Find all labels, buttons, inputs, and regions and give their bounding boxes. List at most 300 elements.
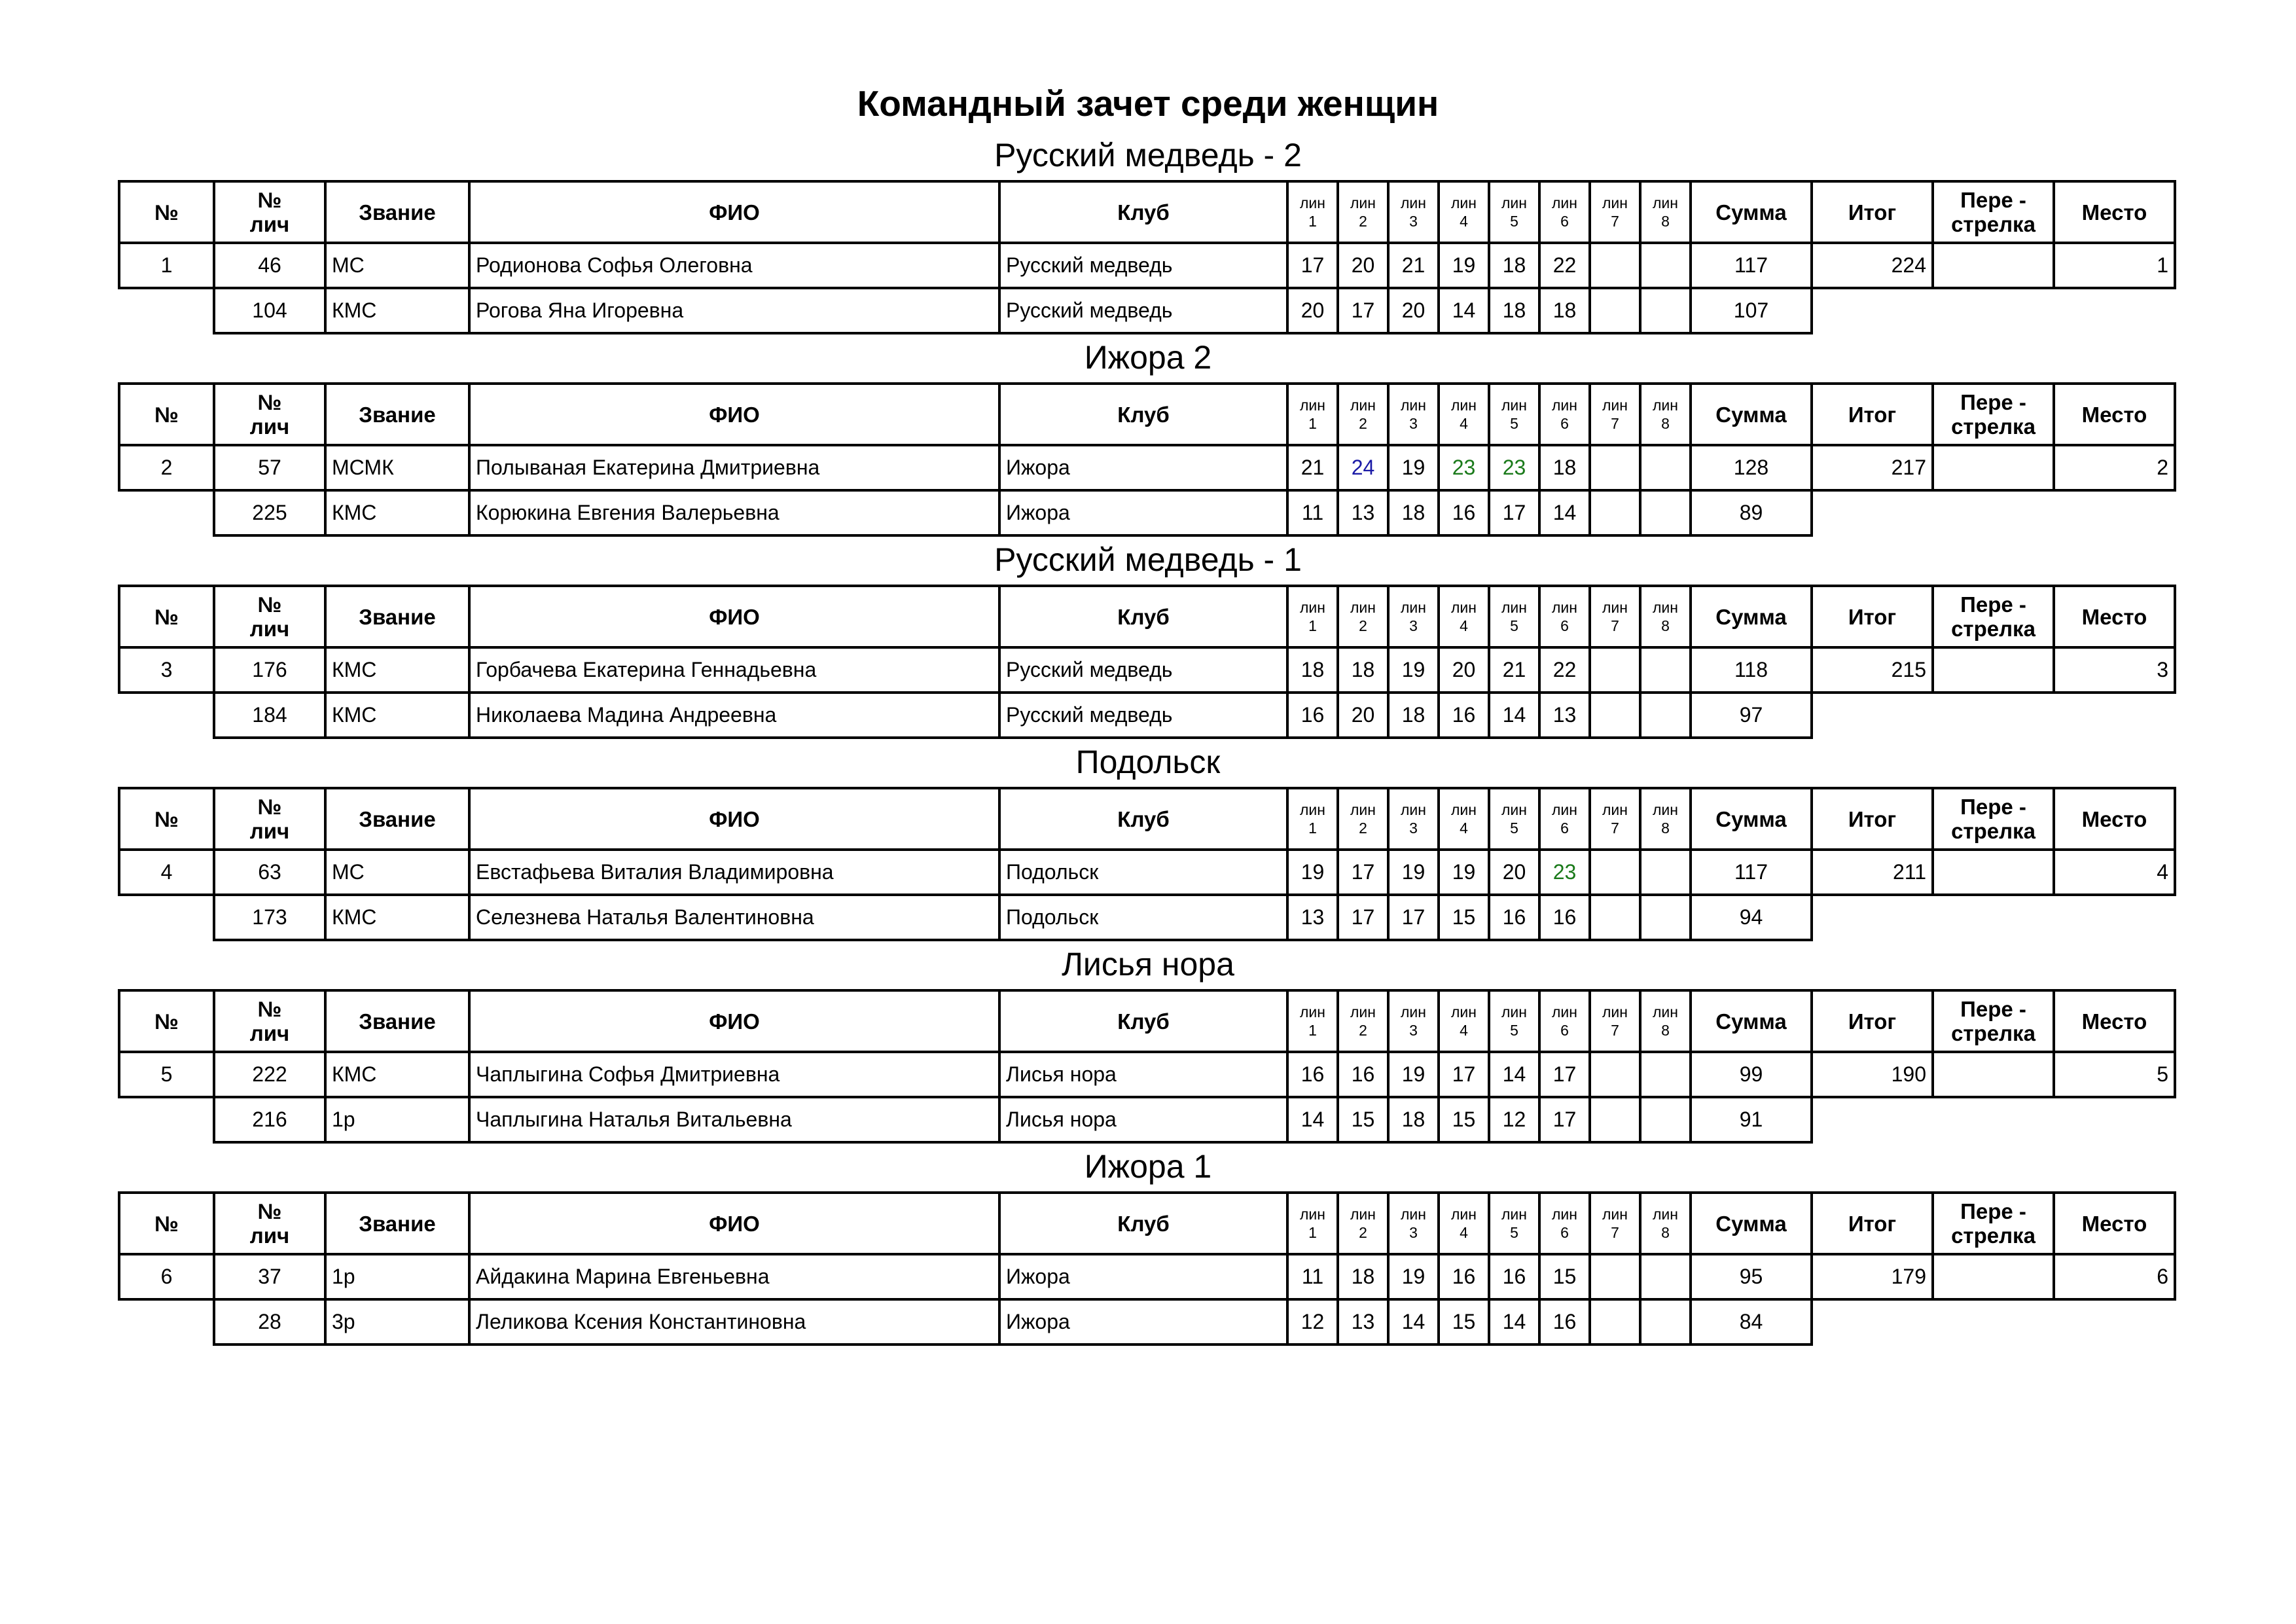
team-place: 6 — [2054, 1254, 2175, 1299]
header-rank: Звание — [325, 181, 469, 243]
header-line-8: лин 8 — [1640, 788, 1691, 850]
line-score-7 — [1590, 1254, 1640, 1299]
line-score-8 — [1640, 895, 1691, 940]
line-score-2: 16 — [1338, 1052, 1388, 1097]
line-score-8 — [1640, 1254, 1691, 1299]
team-number: 2 — [119, 445, 214, 490]
line-score-4: 15 — [1439, 895, 1489, 940]
header-line-6: лин 6 — [1539, 181, 1590, 243]
header-name: ФИО — [469, 990, 999, 1052]
line-score-1: 12 — [1287, 1299, 1338, 1344]
header-line-3: лин 3 — [1388, 788, 1439, 850]
header-num: № — [119, 1193, 214, 1254]
team-table — [118, 180, 2176, 334]
line-score-2: 13 — [1338, 490, 1388, 535]
line-score-4: 19 — [1439, 243, 1489, 288]
line-score-5: 20 — [1489, 850, 1539, 895]
team-title: Ижора 1 — [1084, 1148, 1212, 1185]
line-score-8 — [1640, 445, 1691, 490]
header-rank: Звание — [325, 384, 469, 445]
header-num-personal: № лич — [214, 384, 325, 445]
header-line-5: лин 5 — [1489, 990, 1539, 1052]
header-row — [119, 181, 2175, 243]
header-line-7: лин 7 — [1590, 586, 1640, 647]
team-shootoff — [1933, 647, 2054, 693]
athlete-sum: 118 — [1691, 647, 1812, 693]
team-place: 5 — [2054, 1052, 2175, 1097]
header-shootoff: Пере - стрелка — [1933, 788, 2054, 850]
athlete-sum: 128 — [1691, 445, 1812, 490]
header-line-1: лин 1 — [1287, 788, 1338, 850]
athlete-row — [119, 647, 2175, 693]
line-score-2: 24 — [1338, 445, 1388, 490]
header-line-4: лин 4 — [1439, 181, 1489, 243]
empty-cell — [2054, 895, 2175, 940]
line-score-7 — [1590, 850, 1640, 895]
line-score-1: 20 — [1287, 288, 1338, 333]
team-shootoff — [1933, 1254, 2054, 1299]
header-name: ФИО — [469, 181, 999, 243]
header-line-2: лин 2 — [1338, 384, 1388, 445]
team-total: 190 — [1812, 1052, 1933, 1097]
empty-cell — [1933, 693, 2054, 738]
header-num-personal: № лич — [214, 1193, 325, 1254]
header-line-7: лин 7 — [1590, 788, 1640, 850]
athlete-club: Ижора — [999, 1299, 1287, 1344]
athlete-row — [119, 850, 2175, 895]
header-name: ФИО — [469, 788, 999, 850]
line-score-6: 13 — [1539, 693, 1590, 738]
header-sum: Сумма — [1691, 990, 1812, 1052]
header-club: Клуб — [999, 181, 1287, 243]
header-num: № — [119, 586, 214, 647]
athlete-name: Корюкина Евгения Валерьевна — [469, 490, 999, 535]
header-line-4: лин 4 — [1439, 990, 1489, 1052]
athlete-bib: 46 — [214, 243, 325, 288]
line-score-1: 18 — [1287, 647, 1338, 693]
athlete-bib: 63 — [214, 850, 325, 895]
line-score-3: 21 — [1388, 243, 1439, 288]
header-club: Клуб — [999, 1193, 1287, 1254]
athlete-sum: 94 — [1691, 895, 1812, 940]
team-number: 5 — [119, 1052, 214, 1097]
header-row — [119, 586, 2175, 647]
header-num-personal: № лич — [214, 788, 325, 850]
line-score-1: 11 — [1287, 1254, 1338, 1299]
team-title: Русский медведь - 2 — [994, 137, 1302, 173]
header-line-5: лин 5 — [1489, 384, 1539, 445]
header-total: Итог — [1812, 1193, 1933, 1254]
line-score-5: 23 — [1489, 445, 1539, 490]
header-sum: Сумма — [1691, 1193, 1812, 1254]
team-shootoff — [1933, 445, 2054, 490]
line-score-6: 16 — [1539, 1299, 1590, 1344]
header-total: Итог — [1812, 586, 1933, 647]
team-number: 1 — [119, 243, 214, 288]
athlete-name: Чаплыгина Наталья Витальевна — [469, 1097, 999, 1142]
header-name: ФИО — [469, 1193, 999, 1254]
line-score-5: 14 — [1489, 693, 1539, 738]
line-score-6: 15 — [1539, 1254, 1590, 1299]
line-score-2: 20 — [1338, 693, 1388, 738]
empty-cell — [1933, 895, 2054, 940]
header-rank: Звание — [325, 1193, 469, 1254]
athlete-name: Евстафьева Виталия Владимировна — [469, 850, 999, 895]
line-score-8 — [1640, 1299, 1691, 1344]
team-place: 3 — [2054, 647, 2175, 693]
athlete-name: Селезнева Наталья Валентиновна — [469, 895, 999, 940]
athlete-name: Чаплыгина Софья Дмитриевна — [469, 1052, 999, 1097]
header-line-6: лин 6 — [1539, 990, 1590, 1052]
header-line-2: лин 2 — [1338, 586, 1388, 647]
line-score-7 — [1590, 1299, 1640, 1344]
line-score-1: 11 — [1287, 490, 1338, 535]
athlete-rank: МСМК — [325, 445, 469, 490]
empty-cell — [1933, 490, 2054, 535]
athlete-rank: 1р — [325, 1097, 469, 1142]
line-score-1: 21 — [1287, 445, 1338, 490]
line-score-3: 18 — [1388, 490, 1439, 535]
header-rank: Звание — [325, 990, 469, 1052]
line-score-5: 12 — [1489, 1097, 1539, 1142]
line-score-8 — [1640, 243, 1691, 288]
athlete-row — [119, 445, 2175, 490]
athlete-rank: КМС — [325, 693, 469, 738]
team-place: 1 — [2054, 243, 2175, 288]
header-place: Место — [2054, 384, 2175, 445]
header-club: Клуб — [999, 586, 1287, 647]
empty-cell — [1812, 288, 1933, 333]
header-name: ФИО — [469, 384, 999, 445]
empty-cell — [1933, 1097, 2054, 1142]
header-row — [119, 1193, 2175, 1254]
header-sum: Сумма — [1691, 181, 1812, 243]
header-num: № — [119, 788, 214, 850]
athlete-bib: 216 — [214, 1097, 325, 1142]
header-line-2: лин 2 — [1338, 1193, 1388, 1254]
team-place: 2 — [2054, 445, 2175, 490]
header-place: Место — [2054, 181, 2175, 243]
athlete-club: Ижора — [999, 1254, 1287, 1299]
header-line-2: лин 2 — [1338, 990, 1388, 1052]
team-total: 215 — [1812, 647, 1933, 693]
line-score-8 — [1640, 490, 1691, 535]
header-total: Итог — [1812, 384, 1933, 445]
empty-cell — [1812, 1299, 1933, 1344]
athlete-name: Полываная Екатерина Дмитриевна — [469, 445, 999, 490]
athlete-club: Лисья нора — [999, 1097, 1287, 1142]
header-shootoff: Пере - стрелка — [1933, 990, 2054, 1052]
line-score-3: 19 — [1388, 1254, 1439, 1299]
header-line-7: лин 7 — [1590, 990, 1640, 1052]
header-row — [119, 990, 2175, 1052]
line-score-8 — [1640, 1097, 1691, 1142]
header-sum: Сумма — [1691, 788, 1812, 850]
team-shootoff — [1933, 850, 2054, 895]
empty-cell — [1933, 288, 2054, 333]
line-score-5: 21 — [1489, 647, 1539, 693]
header-sum: Сумма — [1691, 586, 1812, 647]
header-place: Место — [2054, 788, 2175, 850]
team-total: 179 — [1812, 1254, 1933, 1299]
header-line-7: лин 7 — [1590, 384, 1640, 445]
team-shootoff — [1933, 243, 2054, 288]
header-line-5: лин 5 — [1489, 788, 1539, 850]
line-score-1: 13 — [1287, 895, 1338, 940]
line-score-8 — [1640, 850, 1691, 895]
header-num-personal: № лич — [214, 990, 325, 1052]
line-score-2: 17 — [1338, 850, 1388, 895]
header-line-2: лин 2 — [1338, 788, 1388, 850]
header-line-2: лин 2 — [1338, 181, 1388, 243]
header-line-3: лин 3 — [1388, 181, 1439, 243]
header-line-8: лин 8 — [1640, 990, 1691, 1052]
header-club: Клуб — [999, 788, 1287, 850]
line-score-2: 20 — [1338, 243, 1388, 288]
athlete-sum: 89 — [1691, 490, 1812, 535]
athlete-name: Николаева Мадина Андреевна — [469, 693, 999, 738]
header-line-3: лин 3 — [1388, 1193, 1439, 1254]
line-score-4: 14 — [1439, 288, 1489, 333]
athlete-club: Ижора — [999, 445, 1287, 490]
team-number: 4 — [119, 850, 214, 895]
line-score-4: 15 — [1439, 1299, 1489, 1344]
header-place: Место — [2054, 586, 2175, 647]
team-place: 4 — [2054, 850, 2175, 895]
line-score-4: 23 — [1439, 445, 1489, 490]
team-number: 6 — [119, 1254, 214, 1299]
empty-cell — [1812, 693, 1933, 738]
line-score-3: 18 — [1388, 1097, 1439, 1142]
line-score-1: 14 — [1287, 1097, 1338, 1142]
header-row — [119, 788, 2175, 850]
line-score-4: 16 — [1439, 693, 1489, 738]
empty-cell — [1812, 490, 1933, 535]
header-line-4: лин 4 — [1439, 384, 1489, 445]
line-score-1: 16 — [1287, 693, 1338, 738]
line-score-7 — [1590, 490, 1640, 535]
header-shootoff: Пере - стрелка — [1933, 181, 2054, 243]
line-score-8 — [1640, 288, 1691, 333]
header-line-8: лин 8 — [1640, 181, 1691, 243]
header-shootoff: Пере - стрелка — [1933, 1193, 2054, 1254]
athlete-rank: КМС — [325, 490, 469, 535]
athlete-row — [119, 243, 2175, 288]
header-line-4: лин 4 — [1439, 788, 1489, 850]
team-table — [118, 382, 2176, 537]
line-score-6: 22 — [1539, 647, 1590, 693]
line-score-7 — [1590, 288, 1640, 333]
empty-cell — [119, 895, 214, 940]
team-total: 217 — [1812, 445, 1933, 490]
line-score-2: 18 — [1338, 1254, 1388, 1299]
line-score-7 — [1590, 243, 1640, 288]
line-score-4: 15 — [1439, 1097, 1489, 1142]
athlete-bib: 104 — [214, 288, 325, 333]
header-shootoff: Пере - стрелка — [1933, 586, 2054, 647]
empty-cell — [1933, 1299, 2054, 1344]
team-title: Ижора 2 — [1084, 339, 1212, 376]
athlete-bib: 28 — [214, 1299, 325, 1344]
athlete-sum: 84 — [1691, 1299, 1812, 1344]
empty-cell — [2054, 1097, 2175, 1142]
athlete-row — [119, 1097, 2175, 1142]
header-line-6: лин 6 — [1539, 1193, 1590, 1254]
athlete-name: Айдакина Марина Евгеньевна — [469, 1254, 999, 1299]
athlete-club: Подольск — [999, 895, 1287, 940]
team-number: 3 — [119, 647, 214, 693]
header-rank: Звание — [325, 788, 469, 850]
empty-cell — [119, 1097, 214, 1142]
athlete-sum: 107 — [1691, 288, 1812, 333]
athlete-row — [119, 1299, 2175, 1344]
header-num-personal: № лич — [214, 586, 325, 647]
header-line-1: лин 1 — [1287, 384, 1338, 445]
header-line-3: лин 3 — [1388, 384, 1439, 445]
team-title: Лисья нора — [1062, 946, 1234, 983]
line-score-5: 16 — [1489, 895, 1539, 940]
line-score-5: 16 — [1489, 1254, 1539, 1299]
athlete-bib: 184 — [214, 693, 325, 738]
athlete-rank: КМС — [325, 288, 469, 333]
header-line-3: лин 3 — [1388, 586, 1439, 647]
line-score-2: 17 — [1338, 288, 1388, 333]
line-score-3: 17 — [1388, 895, 1439, 940]
athlete-sum: 91 — [1691, 1097, 1812, 1142]
line-score-1: 16 — [1287, 1052, 1338, 1097]
header-total: Итог — [1812, 788, 1933, 850]
line-score-3: 14 — [1388, 1299, 1439, 1344]
line-score-3: 19 — [1388, 647, 1439, 693]
header-line-1: лин 1 — [1287, 990, 1338, 1052]
empty-cell — [2054, 288, 2175, 333]
line-score-3: 20 — [1388, 288, 1439, 333]
line-score-4: 16 — [1439, 490, 1489, 535]
line-score-5: 18 — [1489, 288, 1539, 333]
line-score-4: 16 — [1439, 1254, 1489, 1299]
athlete-club: Лисья нора — [999, 1052, 1287, 1097]
header-club: Клуб — [999, 990, 1287, 1052]
header-line-8: лин 8 — [1640, 1193, 1691, 1254]
header-line-1: лин 1 — [1287, 181, 1338, 243]
header-line-1: лин 1 — [1287, 586, 1338, 647]
line-score-7 — [1590, 1052, 1640, 1097]
athlete-row — [119, 693, 2175, 738]
header-line-5: лин 5 — [1489, 1193, 1539, 1254]
line-score-6: 16 — [1539, 895, 1590, 940]
line-score-4: 20 — [1439, 647, 1489, 693]
line-score-7 — [1590, 647, 1640, 693]
header-line-8: лин 8 — [1640, 586, 1691, 647]
header-line-8: лин 8 — [1640, 384, 1691, 445]
athlete-bib: 173 — [214, 895, 325, 940]
empty-cell — [1812, 1097, 1933, 1142]
line-score-7 — [1590, 895, 1640, 940]
header-place: Место — [2054, 1193, 2175, 1254]
line-score-6: 18 — [1539, 445, 1590, 490]
line-score-6: 23 — [1539, 850, 1590, 895]
athlete-sum: 97 — [1691, 693, 1812, 738]
line-score-2: 17 — [1338, 895, 1388, 940]
header-num: № — [119, 990, 214, 1052]
header-num-personal: № лич — [214, 181, 325, 243]
header-line-4: лин 4 — [1439, 586, 1489, 647]
empty-cell — [119, 490, 214, 535]
line-score-2: 18 — [1338, 647, 1388, 693]
athlete-rank: КМС — [325, 1052, 469, 1097]
team-title: Подольск — [1075, 744, 1221, 780]
team-table — [118, 787, 2176, 941]
athlete-bib: 176 — [214, 647, 325, 693]
team-total: 224 — [1812, 243, 1933, 288]
line-score-4: 17 — [1439, 1052, 1489, 1097]
line-score-5: 14 — [1489, 1052, 1539, 1097]
athlete-row — [119, 490, 2175, 535]
team-total: 211 — [1812, 850, 1933, 895]
line-score-6: 22 — [1539, 243, 1590, 288]
header-line-7: лин 7 — [1590, 181, 1640, 243]
team-shootoff — [1933, 1052, 2054, 1097]
header-num: № — [119, 181, 214, 243]
line-score-6: 17 — [1539, 1052, 1590, 1097]
line-score-2: 13 — [1338, 1299, 1388, 1344]
athlete-club: Русский медведь — [999, 693, 1287, 738]
line-score-7 — [1590, 1097, 1640, 1142]
empty-cell — [2054, 1299, 2175, 1344]
athlete-sum: 99 — [1691, 1052, 1812, 1097]
athlete-rank: КМС — [325, 895, 469, 940]
team-title: Русский медведь - 1 — [994, 541, 1302, 578]
line-score-5: 17 — [1489, 490, 1539, 535]
athlete-name: Родионова Софья Олеговна — [469, 243, 999, 288]
header-name: ФИО — [469, 586, 999, 647]
header-num: № — [119, 384, 214, 445]
athlete-rank: КМС — [325, 647, 469, 693]
athlete-row — [119, 1254, 2175, 1299]
athlete-row — [119, 895, 2175, 940]
athlete-club: Русский медведь — [999, 647, 1287, 693]
team-table — [118, 989, 2176, 1144]
header-line-4: лин 4 — [1439, 1193, 1489, 1254]
athlete-club: Русский медведь — [999, 288, 1287, 333]
athlete-rank: МС — [325, 243, 469, 288]
line-score-3: 19 — [1388, 850, 1439, 895]
athlete-club: Ижора — [999, 490, 1287, 535]
header-shootoff: Пере - стрелка — [1933, 384, 2054, 445]
athlete-club: Подольск — [999, 850, 1287, 895]
header-line-6: лин 6 — [1539, 788, 1590, 850]
line-score-8 — [1640, 693, 1691, 738]
athlete-rank: МС — [325, 850, 469, 895]
header-club: Клуб — [999, 384, 1287, 445]
line-score-5: 18 — [1489, 243, 1539, 288]
header-rank: Звание — [325, 586, 469, 647]
line-score-1: 19 — [1287, 850, 1338, 895]
empty-cell — [2054, 490, 2175, 535]
team-table — [118, 585, 2176, 739]
page-title: Командный зачет среди женщин — [857, 83, 1439, 124]
line-score-3: 19 — [1388, 1052, 1439, 1097]
line-score-5: 14 — [1489, 1299, 1539, 1344]
athlete-sum: 117 — [1691, 243, 1812, 288]
line-score-8 — [1640, 647, 1691, 693]
athlete-sum: 117 — [1691, 850, 1812, 895]
line-score-2: 15 — [1338, 1097, 1388, 1142]
header-place: Место — [2054, 990, 2175, 1052]
athlete-bib: 37 — [214, 1254, 325, 1299]
header-line-5: лин 5 — [1489, 181, 1539, 243]
line-score-3: 19 — [1388, 445, 1439, 490]
